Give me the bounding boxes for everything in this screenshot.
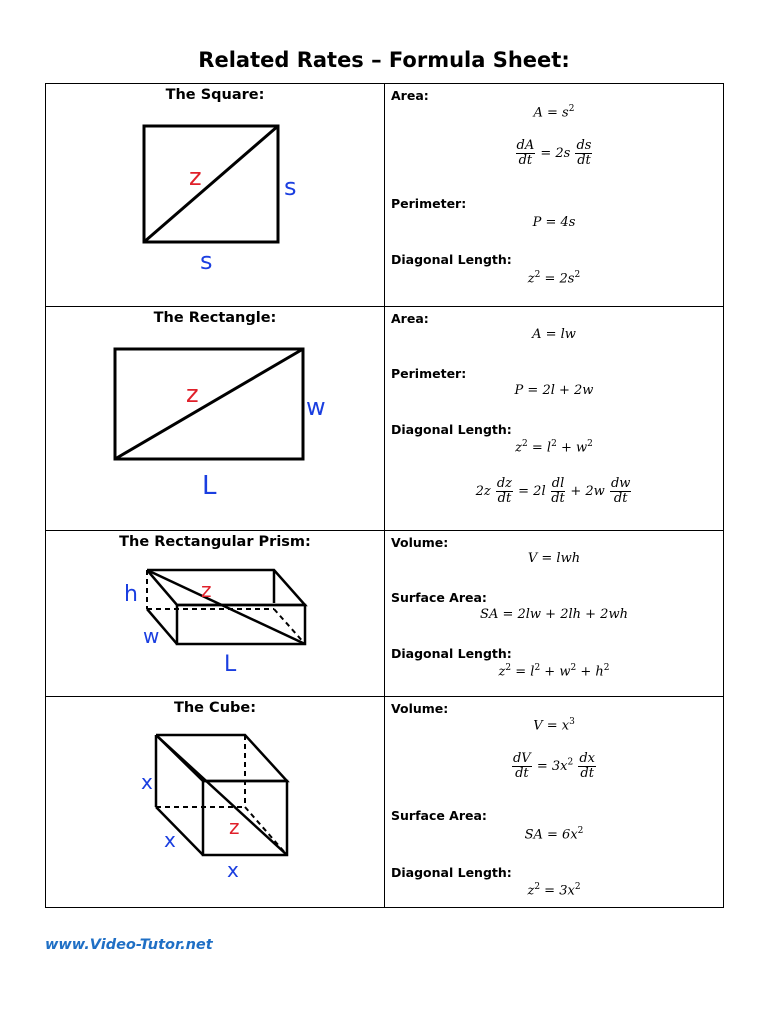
cube-z-label: z	[229, 815, 240, 839]
prism-sa-eq: SA = 2lw + 2lh + 2wh	[480, 607, 628, 622]
prism-l-label: L	[224, 652, 237, 677]
square-s-bottom-label: s	[200, 247, 213, 275]
rectangle-w-label: w	[306, 393, 326, 421]
prism-z-label: z	[201, 578, 212, 602]
square-heading: The Square:	[165, 87, 265, 103]
square-diagram	[46, 84, 384, 307]
rectangle-diag-label: Diagonal Length:	[391, 422, 512, 437]
square-z-label: z	[189, 163, 202, 191]
prism-formulas	[385, 531, 724, 697]
square-shape-cell	[46, 84, 385, 307]
square-diag-eq: $z^2 = 2s^2$	[527, 270, 581, 287]
cube-diag-label: Diagonal Length:	[391, 865, 512, 880]
cube-x-left-label: x	[141, 770, 153, 794]
cube-volume-rate-eq: $\frac{dV}{dt}$ = $3x^2$ $\frac{dx}{dt}$	[512, 751, 596, 781]
cube-x-bottom-label: x	[227, 858, 239, 882]
rectangle-rate-eq: 2z $\frac{dz}{dt}$ = 2l $\frac{dl}{dt}$ + 2w $\frac{dw}{dt}$	[475, 476, 631, 506]
square-diag-label: Diagonal Length:	[391, 252, 512, 267]
cube-x-mid-label: x	[164, 828, 176, 852]
prism-volume-eq: V = lwh	[527, 551, 581, 566]
cube-diag-eq: $z^2 = 3x^2$	[527, 882, 581, 899]
rectangle-heading: The Rectangle:	[153, 310, 277, 326]
cube-sa-label: Surface Area:	[391, 808, 487, 823]
cube-row	[46, 697, 724, 908]
cube-heading: The Cube:	[173, 700, 257, 716]
prism-sa-label: Surface Area:	[391, 590, 487, 605]
rectangle-diag-eq: $z^2 = l^2 + w^2$	[515, 439, 593, 456]
square-perimeter-eq: P = 4s	[532, 215, 576, 230]
page-title: Related Rates – Formula Sheet:	[198, 48, 570, 72]
square-area-eq: $A = s^2$	[533, 104, 575, 121]
prism-row	[46, 531, 724, 697]
cube-diagram	[46, 697, 384, 908]
rectangle-diagram	[46, 307, 384, 531]
prism-diag-eq: $z^2 = l^2 + w^2 + h^2$	[498, 663, 610, 680]
rectangle-row	[46, 307, 724, 531]
rectangle-perimeter-eq: P = 2l + 2w	[514, 383, 594, 398]
rectangle-perimeter-label: Perimeter:	[391, 366, 467, 381]
cube-volume-label: Volume:	[391, 701, 449, 716]
cube-volume-eq: $V = x^3$	[533, 717, 575, 734]
rectangle-area-eq: A = lw	[532, 327, 576, 342]
square-s-right-label: s	[284, 173, 297, 201]
square-area-label: Area:	[391, 88, 429, 103]
formula-table	[45, 83, 724, 908]
prism-volume-label: Volume:	[391, 535, 449, 550]
square-formulas	[385, 84, 724, 307]
rectangle-formulas	[385, 307, 724, 531]
rectangle-z-label: z	[186, 380, 199, 408]
square-row	[46, 84, 724, 307]
prism-shape-cell	[46, 531, 385, 697]
cube-shape-cell	[46, 697, 385, 908]
square-area-rate-eq: $\frac{dA}{dt}$ = 2s $\frac{ds}{dt}$	[516, 138, 592, 168]
rectangle-l-label: L	[202, 471, 217, 501]
prism-heading: The Rectangular Prism:	[119, 534, 311, 550]
rectangle-area-label: Area:	[391, 311, 429, 326]
cube-sa-eq: SA = $6x^2$	[524, 826, 584, 843]
footer-link[interactable]: www.Video-Tutor.net	[45, 937, 213, 953]
square-perimeter-label: Perimeter:	[391, 196, 467, 211]
prism-w-label: w	[143, 624, 160, 648]
prism-h-label: h	[124, 582, 138, 607]
cube-formulas	[385, 697, 724, 908]
prism-diagram	[46, 531, 384, 697]
prism-diag-label: Diagonal Length:	[391, 646, 512, 661]
rectangle-shape-cell	[46, 307, 385, 531]
